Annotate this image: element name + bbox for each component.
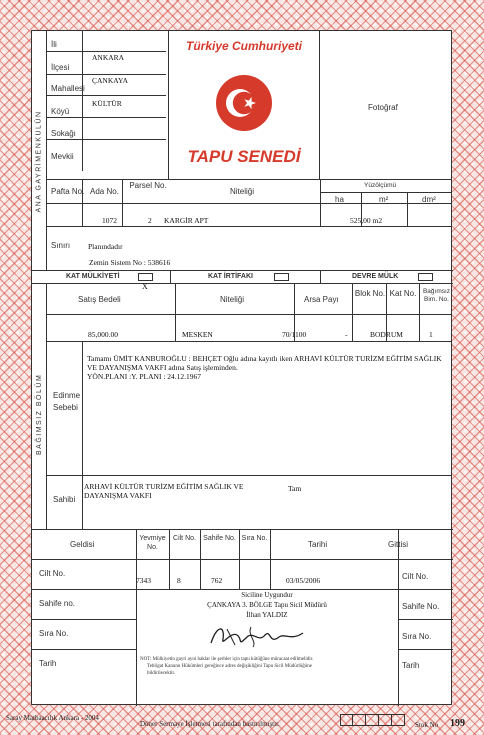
- col-yuzolcum: Yüzölçümü: [364, 182, 397, 189]
- side-strip-line: [46, 31, 47, 271]
- side-title-main: ANA GAYRİMENKULÜN: [35, 110, 43, 213]
- footer-stok-label: Stok No: [415, 721, 439, 729]
- serial-boxes: [340, 714, 405, 726]
- deed-sheet: [31, 30, 452, 705]
- row-sira: Sıra No.: [39, 629, 69, 638]
- stamp-line-3: İlhan YALDIZ: [246, 611, 288, 619]
- checkbox-devre-mulk: [418, 273, 433, 281]
- value-il: ANKARA: [92, 53, 125, 62]
- col-blok: Blok No.: [354, 289, 386, 298]
- unit-ha: ha: [335, 195, 344, 204]
- value-siniri: Planındadır: [88, 242, 123, 251]
- edinme-line-1: Tamamı ÜMİT KANBUROĞLU : BEHÇET Oğlu adına kayıtlı iken ARHAVİ KÜLTÜR TURİZM EĞİTİM SAĞLIK: [87, 354, 442, 363]
- right-cilt: Cilt No.: [402, 572, 429, 581]
- label-kat-mulkiyeti: KAT MÜLKİYETİ: [66, 273, 120, 280]
- label-sahibi: Sahibi: [53, 495, 76, 504]
- label-devre-mulk: DEVRE MÜLK: [352, 273, 399, 280]
- right-sahife: Sahife No.: [402, 602, 440, 611]
- value-mahalle: KÜLTÜR: [92, 99, 122, 108]
- value-kat: BODRUM: [370, 330, 403, 339]
- col-gittisi: Gittisi: [388, 540, 408, 549]
- value-blok: -: [345, 330, 348, 339]
- row-cilt: Cilt No.: [39, 569, 66, 578]
- col-sahife: Sahife No.: [203, 535, 236, 542]
- label-siniri: Sınırı: [51, 241, 71, 250]
- turkish-flag-emblem-icon: [214, 73, 274, 133]
- value-ilce: ÇANKAYA: [92, 76, 128, 85]
- mark-kat-mulkiyeti: X: [142, 282, 148, 291]
- side-title-unit: BAĞIMSIZ BÖLÜM: [36, 373, 43, 455]
- footer-stok-number: 199: [450, 718, 465, 729]
- edinme-line-3: YÖN.PLANI :Y. PLANI : 24.12.1967: [87, 372, 202, 381]
- col-unit-nitelik: Niteliği: [220, 295, 245, 304]
- col-cilt: Cilt No.: [173, 535, 196, 542]
- photo-placeholder-label: Fotoğraf: [368, 103, 398, 112]
- signature-icon: [207, 621, 307, 651]
- col-yevmiye: Yevmiye No.: [139, 535, 166, 551]
- edinme-line-2: VE DAYANIŞMA VAKFI adına Satış işleminden.: [87, 363, 238, 372]
- value-unit-nitelik: MESKEN: [182, 330, 213, 339]
- row-tarih: Tarih: [39, 659, 57, 668]
- col-parsel: Parsel No.: [129, 181, 167, 190]
- footer-center: Döner Sermaye İşletmesi tarafından bastırılmıştır.: [140, 720, 280, 728]
- value-tarih: 03/05/2006: [286, 576, 321, 585]
- value-arsa: 70/1100: [282, 330, 307, 339]
- value-satis: 85,000.00: [88, 330, 118, 339]
- note-line-2: Tebligat Kanunu Hükümleri gereğince adres değişikliğini Tapu Sicil Müdürlüğüne: [147, 664, 313, 669]
- note-line-3: bildirilecektir.: [147, 671, 176, 676]
- value-bagimsiz: 1: [429, 330, 433, 339]
- stamp-line-1: Siciline Uygundur: [241, 591, 293, 599]
- row-sahife: Sahife no.: [39, 599, 76, 608]
- checkbox-kat-irtifaki: [274, 273, 289, 281]
- col-satis: Satış Bedeli: [78, 295, 121, 304]
- sahibi-line-1: ARHAVİ KÜLTÜR TURİZM EĞİTİM SAĞLIK VE: [84, 482, 244, 491]
- label-mahalle: Mahallesi: [51, 84, 85, 93]
- value-ada: 1072: [102, 216, 117, 225]
- checkbox-kat-mulkiyeti: [138, 273, 153, 281]
- col-kat: Kat No.: [389, 289, 417, 298]
- col-ada: Ada No.: [90, 187, 119, 196]
- doc-title: TAPU SENEDİ: [187, 147, 301, 166]
- stamp-line-2: ÇANKAYA 3. BÖLGE Tapu Sicil Müdürü: [207, 601, 327, 609]
- label-mevkii: Mevkii: [51, 152, 74, 161]
- label-kat-irtifaki: KAT İRTİFAKI: [208, 273, 253, 280]
- footer-printer: Saray Matbaacılık Ankara - 2004: [6, 714, 99, 722]
- col-tarihi: Tarihi: [308, 540, 328, 549]
- col-sira: Sıra No.: [241, 535, 268, 542]
- col-arsa: Arsa Payı: [304, 295, 339, 304]
- value-yevmiye: 7343: [136, 576, 151, 585]
- value-cilt: 8: [177, 576, 181, 585]
- republic-title: Türkiye Cumhuriyeti: [185, 39, 303, 53]
- col-pafta: Pafta No.: [51, 187, 85, 196]
- sahibi-share: Tam: [288, 484, 302, 493]
- right-tarih: Tarih: [402, 661, 420, 670]
- sahibi-line-2: DAYANIŞMA VAKFI: [84, 491, 152, 500]
- label-edinme: Edinme Sebebi: [53, 391, 81, 412]
- label-sokak: Sokağı: [51, 129, 76, 138]
- value-nitelik: KARGİR APT: [164, 216, 209, 225]
- label-ilce: İlçesi: [51, 63, 70, 72]
- unit-m2: m²: [379, 195, 389, 204]
- value-zemin: Zemin Sistem No : 538616: [89, 258, 171, 267]
- label-il: İli: [51, 40, 57, 49]
- col-nitelik: Niteliği: [230, 187, 255, 196]
- value-sahife: 762: [211, 576, 223, 585]
- location-divider: [82, 31, 83, 171]
- label-koy: Köyü: [51, 107, 70, 116]
- col-bagimsiz: Bağımsız Bim. No.: [422, 288, 451, 303]
- value-area: 525,00 m2: [350, 216, 383, 225]
- col-geldisi: Geldisi: [70, 540, 95, 549]
- right-sira: Sıra No.: [402, 632, 432, 641]
- note-line-1: NOT: Mülkiyetin gayri ayni haklar ile şerhler için tapu kütüğüne müracaat edilmelidir.: [140, 657, 314, 662]
- value-parsel: 2: [148, 216, 152, 225]
- unit-dm2: dm²: [422, 195, 436, 204]
